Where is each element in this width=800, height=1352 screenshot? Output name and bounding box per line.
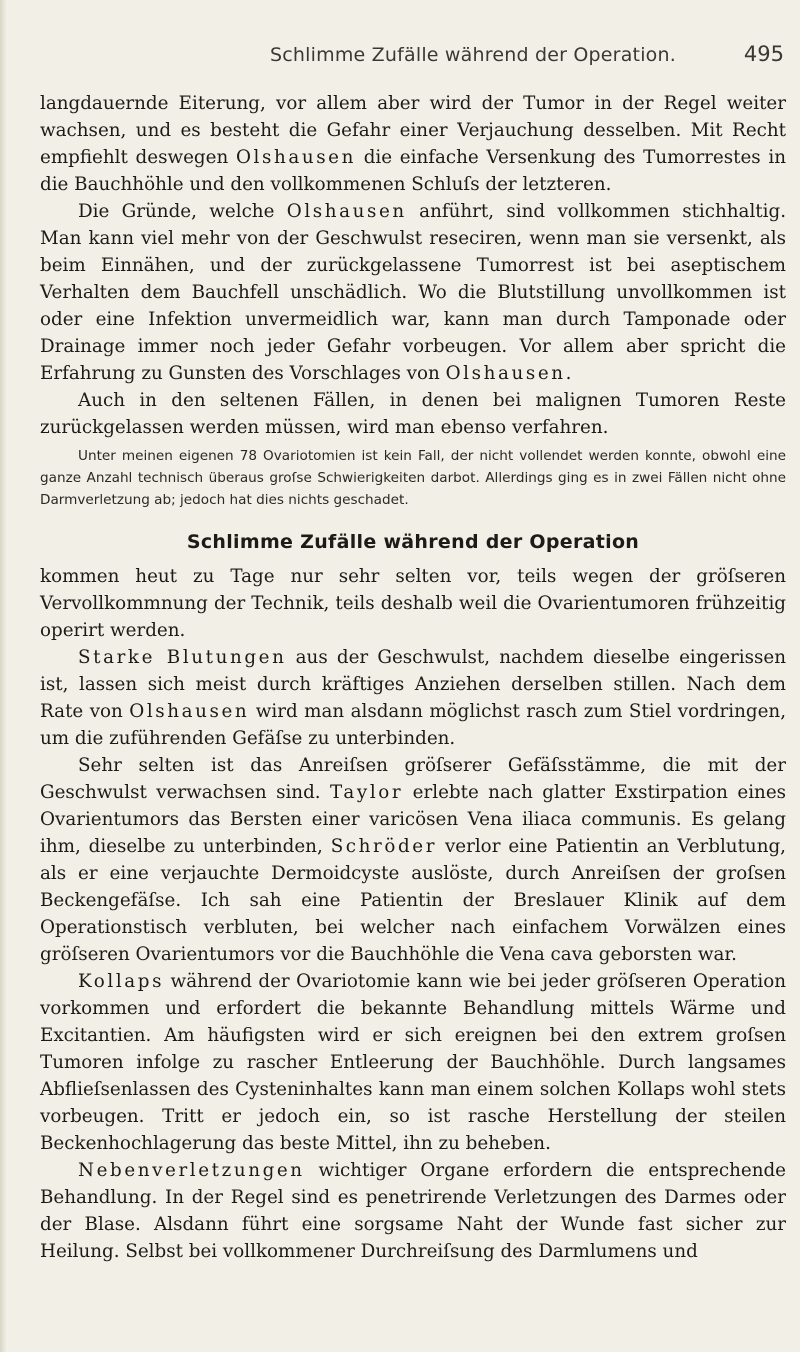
author-name: Taylor bbox=[330, 782, 404, 803]
term-highlight: Starke Blutungen bbox=[78, 647, 287, 668]
paragraph-4: kommen heut zu Tage nur sehr selten vor, teils wegen der gröſseren Vervollkommnung der Technik, teils deshalb weil die Ovarientumoren frühzeitig operirt werden. bbox=[40, 566, 786, 641]
section-heading: Schlimme Zufälle während der Operation bbox=[186, 531, 640, 553]
page-number: 495 bbox=[743, 42, 784, 66]
paragraph-5: Starke Blutungen aus der Geschwulst, nachdem dieselbe eingerissen ist, lassen sich meist durch kräftiges Anziehen derselben stillen. Nach dem Rate von Olshausen wird man alsdann möglichst rasch zum Stiel vordringen, um die zuführenden Gefäſse zu unterbinden. bbox=[40, 647, 787, 749]
term-highlight: Nebenverletzungen bbox=[78, 1160, 305, 1181]
running-title: Schlimme Zufälle während der Operation. bbox=[270, 44, 676, 66]
paragraph-8: Nebenverletzungen wichtiger Organe erfordern die entsprechende Behandlung. In der Regel sind es penetrirende Verletzungen des Darmes oder der Blase. Alsdann führt eine sorgsame Naht der Wunde fast sicher zur Heilung. Selbst bei vollkommener Durchreiſsung des Darmlumens und bbox=[40, 1160, 787, 1262]
author-name: Olshausen bbox=[286, 201, 407, 222]
footnote-paragraph: Unter meinen eigenen 78 Ovariotomien ist kein Fall, der nicht vollendet werden konnte, obwohl eine ganze Anzahl technisch überaus groſse Schwierigkeiten darbot. Allerdings ging es in zwei Fällen nicht ohne Darmverletzung ab; jedoch hat dies nichts geschadet. bbox=[40, 448, 786, 508]
paragraph-2: Die Gründe, welche Olshausen anführt, sind vollkommen stichhaltig. Man kann viel mehr von der Geschwulst reseciren, wenn man sie versenkt, als beim Einnähen, und der zurückgelassene Tumorrest ist bei aseptischem Verhalten dem Bauchfell unschädlich. Wo die Blutstillung unvollkommen ist oder eine Infektion unvermeidlich war, kann man durch Tamponade oder Drainage immer noch jeder Gefahr vorbeugen. Vor allem aber spricht die Erfahrung zu Gunsten des Vorschlages von Olshausen. bbox=[40, 201, 787, 384]
term-highlight: Kollaps bbox=[78, 971, 165, 992]
paragraph-3: Auch in den seltenen Fällen, in denen bei malignen Tumoren Reste zurückgelassen werden müssen, wird man ebenso verfahren. bbox=[40, 390, 786, 438]
author-name: Olshausen bbox=[235, 147, 356, 168]
paragraph-7: Kollaps während der Ovariotomie kann wie bei jeder gröſseren Operation vorkommen und erfordert die bekannte Behandlung mittels Wärme und Excitantien. Am häufigsten wird er sich ereignen bei den extrem groſsen Tumoren infolge zu rascher Entleerung der Bauchhöhle. Durch langsames Abflieſsenlassen des Cysteninhaltes kann man einem solchen Kollaps wohl stets vorbeugen. Tritt er jedoch ein, so ist rasche Herstellung der steilen Beckenhochlagerung das beste Mittel, ihn zu beheben. bbox=[40, 971, 786, 1154]
page-binding-edge bbox=[0, 0, 6, 1352]
paragraph-6: Sehr selten ist das Anreiſsen gröſserer Gefäſsstämme, die mit der Geschwulst verwachsen sind. Taylor erlebte nach glatter Exstirpation eines Ovarientumors das Bersten einer varicösen Vena iliaca communis. Es gelang ihm, dieselbe zu unterbinden, Schröder verlor eine Patientin an Verblutung, als er eine verjauchte Dermoidcyste auslöste, durch Anreiſsen der groſsen Beckengefäſse. Ich sah eine Patientin der Breslauer Klinik auf dem Operationstisch verbluten, bei welcher nach einfachem Vorwälzen eines gröſseren Ovarientumors vor die Bauchhöhle die Vena cava geborsten war. bbox=[40, 755, 787, 965]
page-header bbox=[40, 44, 784, 74]
author-name: Olshausen bbox=[445, 363, 566, 384]
page-body bbox=[40, 90, 786, 1265]
author-name: Schröder bbox=[330, 836, 438, 857]
paragraph-1: langdauernde Eiterung, vor allem aber wird der Tumor in der Regel weiter wachsen, und es besteht die Gefahr einer Verjauchung desselben. Mit Recht empfiehlt deswegen Olshausen die einfache Versenkung des Tumorrestes in die Bauchhöhle und den vollkommenen Schluſs der letzteren. bbox=[40, 93, 787, 195]
author-name: Olshausen bbox=[129, 701, 250, 722]
